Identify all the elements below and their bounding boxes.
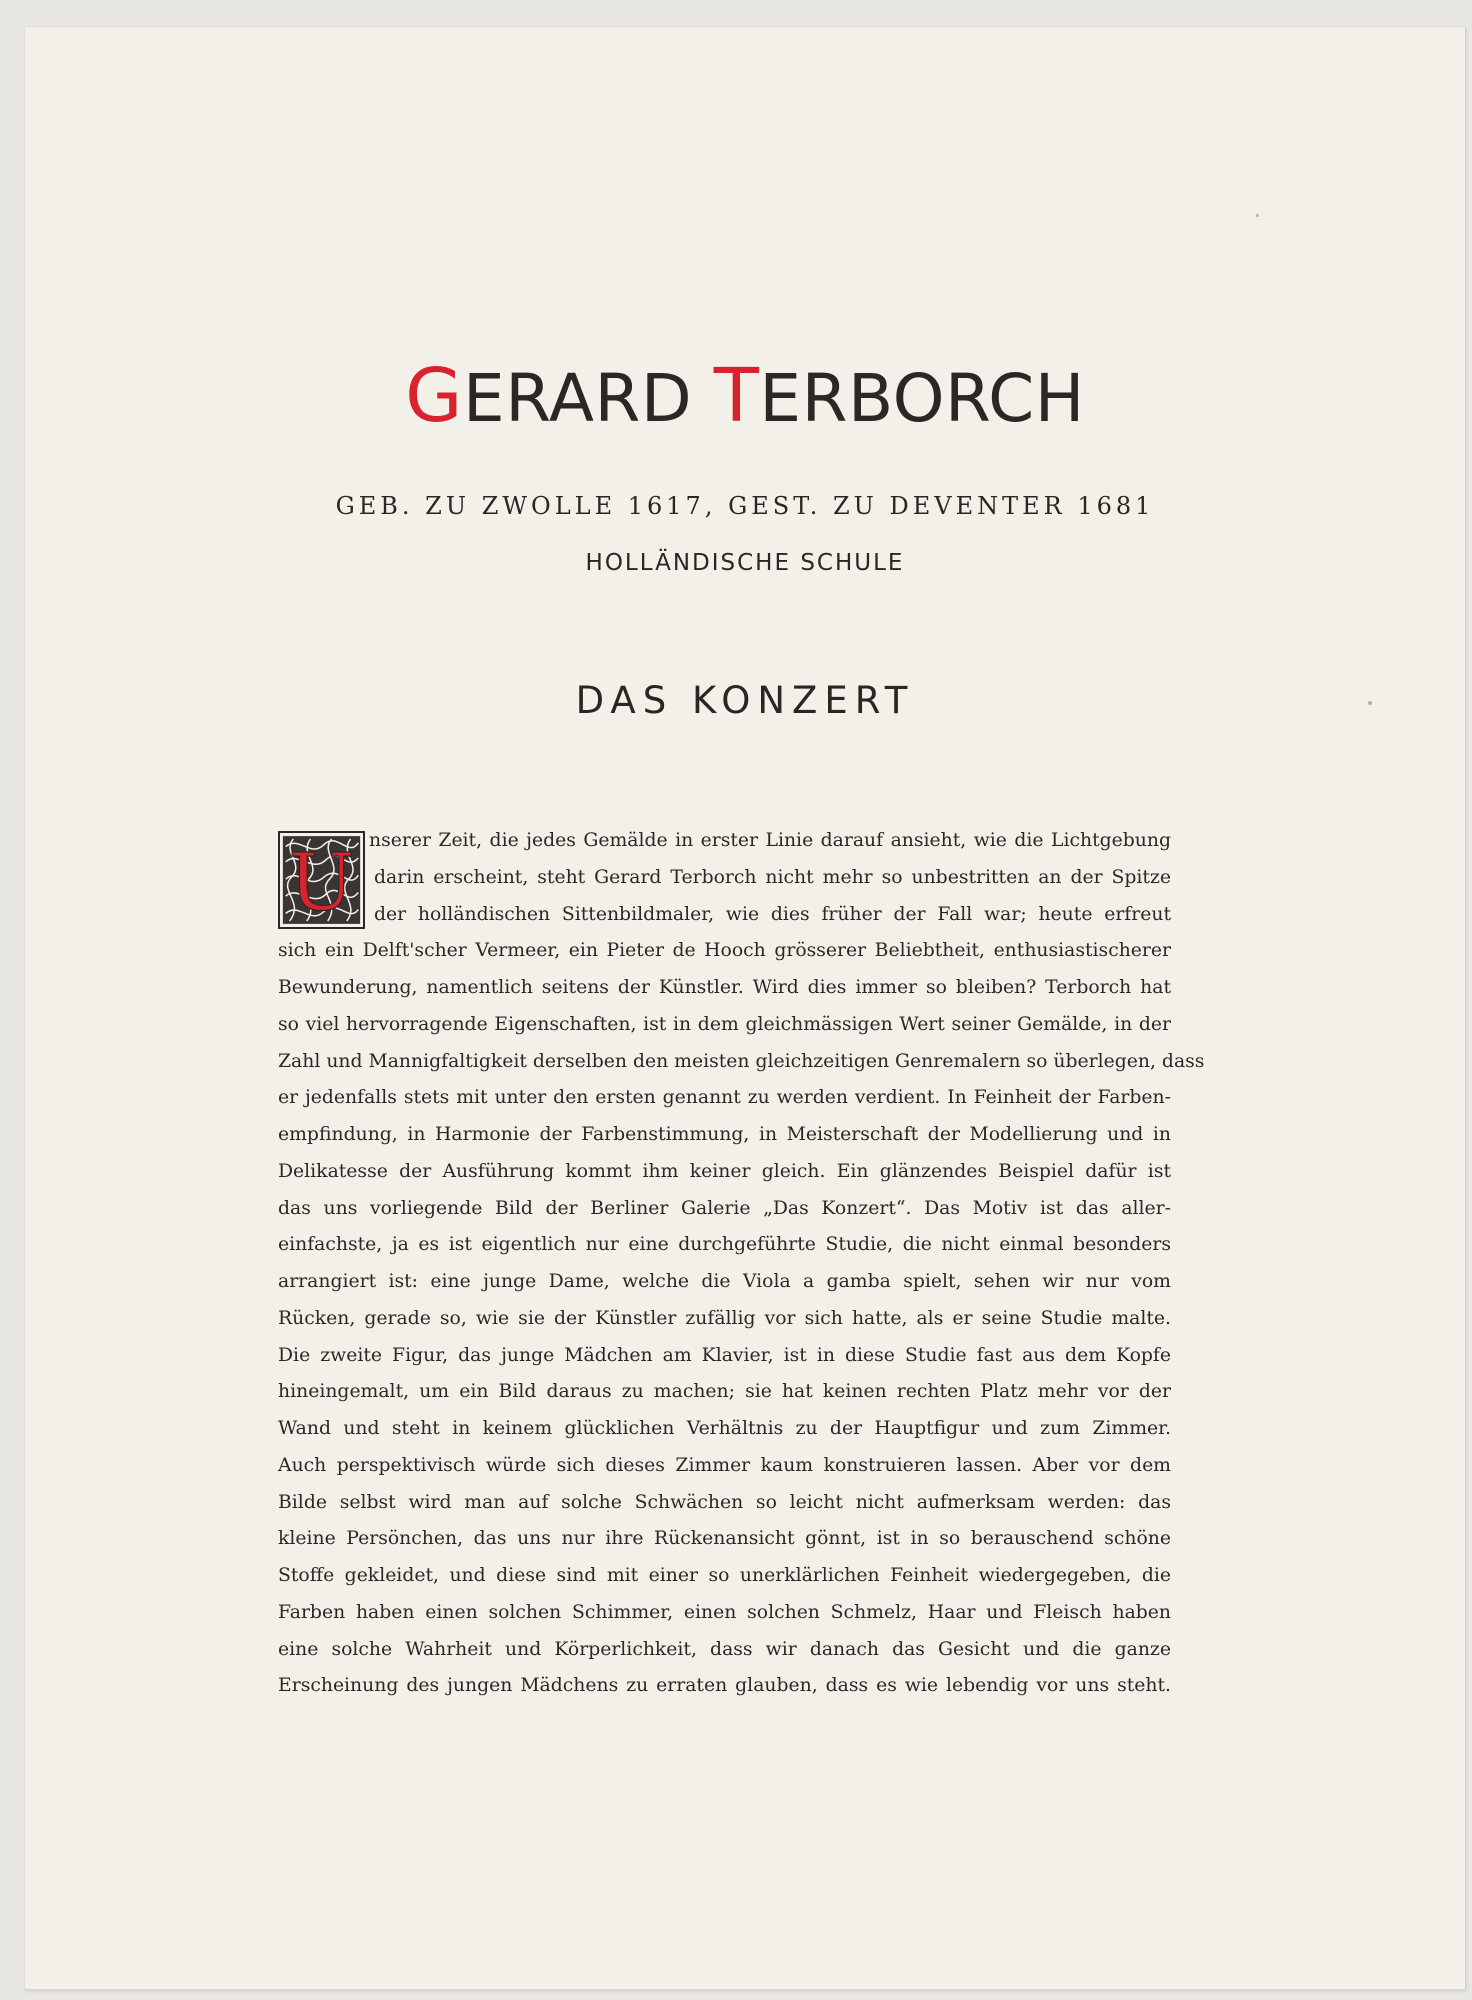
- body-line: Bilde selbst wird man auf solche Schwächen so leicht nicht aufmerksam werden: das: [278, 1491, 1171, 1513]
- body-line: Farben haben einen solchen Schimmer, einen solchen Schmelz, Haar und Fleisch haben: [278, 1601, 1171, 1623]
- body-line: empfindung, in Harmonie der Farbenstimmung, in Meisterschaft der Modellierung und in: [278, 1124, 1171, 1145]
- body-line: Die zweite Figur, das junge Mädchen am Klavier, ist in diese Studie fast aus dem Kopfe: [278, 1344, 1171, 1366]
- drop-cap-ornament: [280, 833, 363, 927]
- artist-name-heading: [25, 353, 1465, 439]
- body-line: einfachste, ja es ist eigentlich nur eine durchgeführte Studie, die nicht einmal besonders: [278, 1234, 1171, 1256]
- title-last-name-rest: ERBORCH: [759, 360, 1085, 437]
- title-space: [692, 360, 713, 437]
- body-line: Erscheinung des jungen Mädchens zu erraten glauben, dass es wie lebendig vor uns steht.: [278, 1675, 1171, 1697]
- body-line: er jedenfalls stets mit unter den ersten genannt zu werden verdient. In Feinheit der Farben-: [278, 1087, 1171, 1109]
- illuminated-drop-cap: [278, 831, 365, 929]
- school-label: HOLLÄNDISCHE SCHULE: [585, 550, 905, 576]
- body-line: eine solche Wahrheit und Körperlichkeit, dass wir danach das Gesicht und die ganze: [278, 1638, 1171, 1660]
- body-line: kleine Persönchen, das uns nur ihre Rückenansicht gönnt, ist in so berauschend schöne: [278, 1528, 1171, 1550]
- body-line: Stoffe gekleidet, und diese sind mit einer so unerklärlichen Feinheit wiedergegeben, die: [278, 1565, 1171, 1586]
- paper-speck: [1368, 701, 1372, 705]
- body-line: darin erscheint, steht Gerard Terborch nicht mehr so unbestritten an der Spitze: [374, 866, 1171, 888]
- body-line: Rücken, gerade so, wie sie der Künstler zufällig vor sich hatte, als er seine Studie malte.: [278, 1307, 1171, 1329]
- birth-death-subtitle: GEB. ZU ZWOLLE 1617, GEST. ZU DEVENTER 1681: [335, 492, 1155, 520]
- body-line: Auch perspektivisch würde sich dieses Zimmer kaum konstruieren lassen. Aber vor dem: [278, 1454, 1171, 1476]
- title-first-name-rest: ERARD: [463, 360, 693, 437]
- body-line: sich ein Delft'scher Vermeer, ein Pieter de Hooch grösserer Beliebtheit, enthusiastischerer: [278, 940, 1171, 962]
- body-line: arrangiert ist: eine junge Dame, welche die Viola a gamba spielt, sehen wir nur vom: [278, 1271, 1171, 1292]
- body-line: Zahl und Mannigfaltigkeit derselben den meisten gleichzeitigen Genremalern so überlegen, dass: [278, 1050, 1205, 1072]
- paper-speck: [1256, 214, 1259, 217]
- body-line: Delikatesse der Ausführung kommt ihm keiner gleich. Ein glänzendes Beispiel dafür ist: [278, 1160, 1171, 1182]
- title-initial-g: G: [405, 353, 463, 439]
- body-line: das uns vorliegende Bild der Berliner Galerie „Das Konzert“. Das Motiv ist das aller-: [278, 1197, 1171, 1219]
- body-line: der holländischen Sittenbildmaler, wie dies früher der Fall war; heute erfreut: [374, 903, 1171, 925]
- title-initial-t: T: [713, 353, 760, 439]
- body-line: Bewunderung, namentlich seitens der Künstler. Wird dies immer so bleiben? Terborch hat: [278, 977, 1171, 998]
- body-line: Wand und steht in keinem glücklichen Verhältnis zu der Hauptfigur und zum Zimmer.: [278, 1418, 1171, 1439]
- body-line: so viel hervorragende Eigenschaften, ist in dem gleichmässigen Wert seiner Gemälde, in der: [278, 1013, 1171, 1035]
- work-title: DAS KONZERT: [575, 679, 915, 722]
- body-line: hineingemalt, um ein Bild daraus zu machen; sie hat keinen rechten Platz mehr vor der: [278, 1381, 1171, 1403]
- drop-cap-letter: U: [288, 837, 355, 927]
- body-text: [278, 823, 1205, 1705]
- body-line: nserer Zeit, die jedes Gemälde in erster Linie darauf ansieht, wie die Lichtgebung: [369, 830, 1171, 851]
- paper-sheet: [24, 26, 1466, 1990]
